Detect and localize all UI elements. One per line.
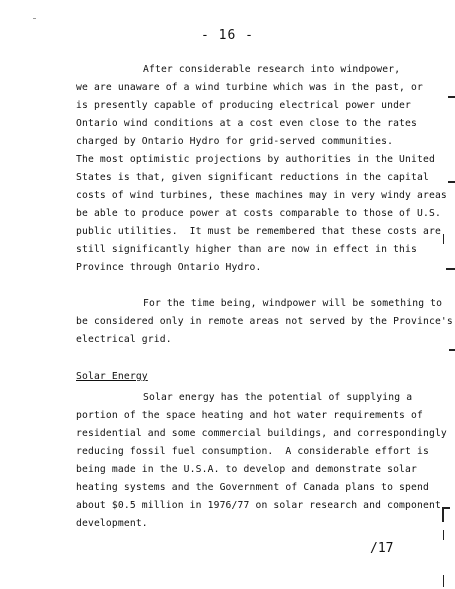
text-line: Solar energy has the potential of supplying a [143, 392, 413, 403]
text-line: reducing fossil fuel consumption. A considerable effort is [76, 446, 429, 457]
margin-bar [446, 268, 455, 270]
margin-tick [443, 575, 444, 587]
text-line: portion of the space heating and hot water requirements of [76, 410, 423, 421]
margin-bar [442, 507, 450, 509]
text-line: costs of wind turbines, these machines may in very windy areas [76, 190, 447, 201]
text-line: development. [76, 518, 148, 529]
page-number: - 16 - [201, 28, 254, 43]
margin-tick [443, 234, 444, 244]
text-line: The most optimistic projections by authorities in the United [76, 154, 435, 165]
text-line: electrical grid. [76, 334, 172, 345]
continuation-marker: /17 [370, 541, 394, 556]
section-heading: Solar Energy [76, 371, 148, 382]
text-line: be considered only in remote areas not served by the Province's [76, 316, 453, 327]
text-line: residential and some commercial buildings, and correspondingly [76, 428, 447, 439]
text-line: heating systems and the Government of Canada plans to spend [76, 482, 429, 493]
margin-tick [443, 530, 444, 540]
text-line: Ontario wind conditions at a cost even close to the rates [76, 118, 417, 129]
margin-tick [442, 507, 444, 522]
text-line: Province through Ontario Hydro. [76, 262, 262, 273]
margin-bar [448, 181, 455, 183]
corner-mark [33, 18, 36, 19]
text-line: being made in the U.S.A. to develop and demonstrate solar [76, 464, 417, 475]
text-line: be able to produce power at costs comparable to those of U.S. [76, 208, 441, 219]
text-line: still significantly higher than are now in effect in this [76, 244, 417, 255]
text-line: For the time being, windpower will be something to [143, 298, 443, 309]
text-line: we are unaware of a wind turbine which was in the past, or [76, 82, 423, 93]
text-line: about $0.5 million in 1976/77 on solar research and component [76, 500, 441, 511]
margin-bar [449, 349, 455, 351]
text-line: After considerable research into windpower, [143, 64, 401, 75]
text-line: States is that, given significant reductions in the capital [76, 172, 429, 183]
text-line: charged by Ontario Hydro for grid-served communities. [76, 136, 394, 147]
text-line: public utilities. It must be remembered that these costs are [76, 226, 441, 237]
margin-bar [448, 96, 455, 98]
text-line: is presently capable of producing electrical power under [76, 100, 412, 111]
